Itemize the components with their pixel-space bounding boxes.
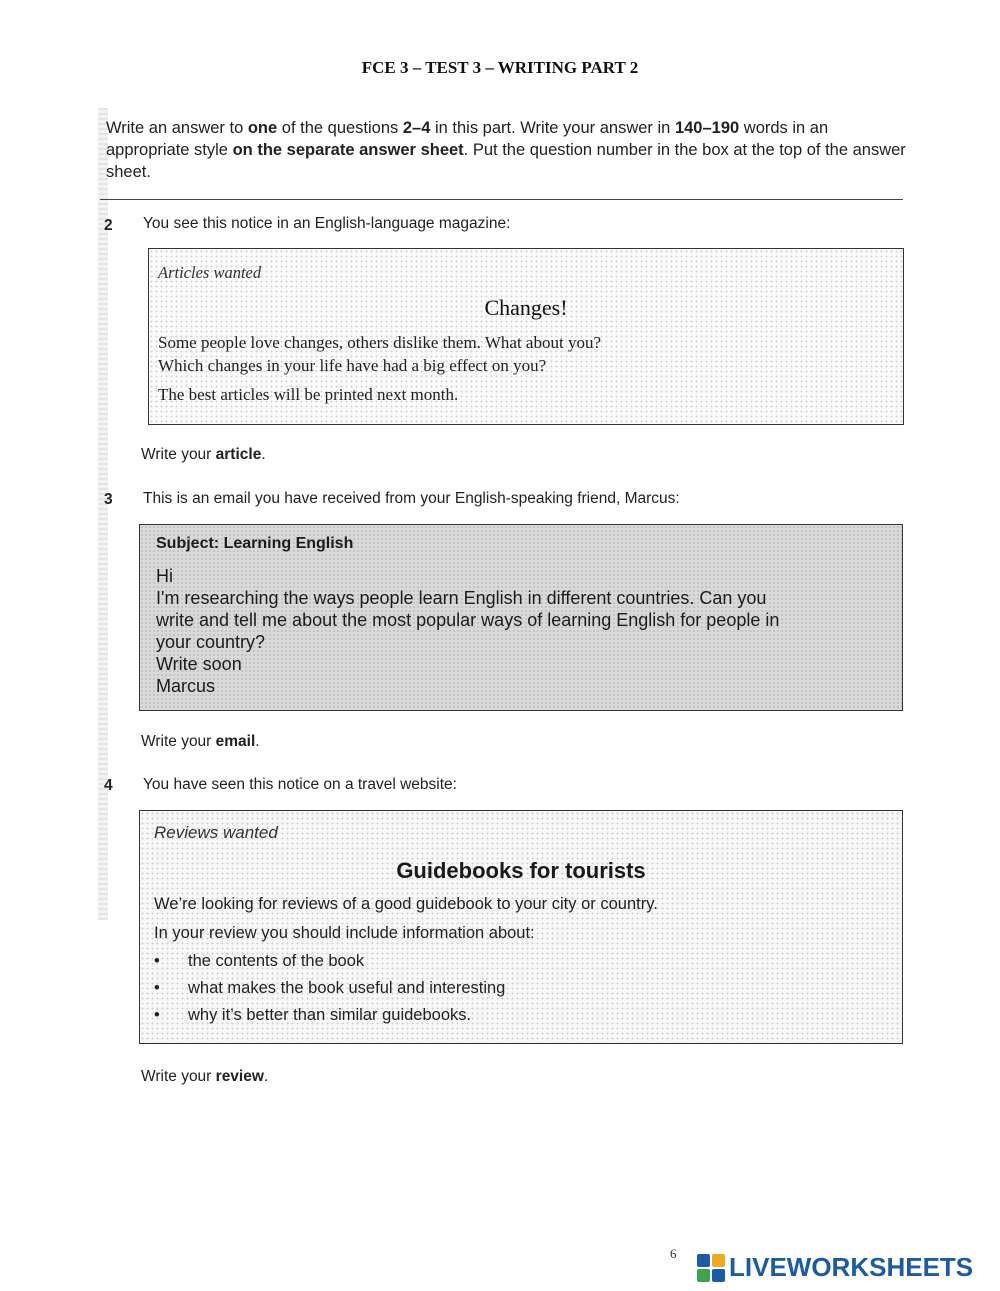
task-type: article [215, 446, 262, 463]
notice-line-1: We’re looking for reviews of a good guidebook to your city or country. [154, 895, 658, 913]
email-closing: Write soon [156, 654, 242, 674]
logo-square-icon [697, 1254, 710, 1267]
task-suffix: . [255, 733, 260, 750]
bullet-text: why it’s better than similar guidebooks. [188, 1006, 472, 1024]
email-body [156, 565, 876, 697]
bullet-text: what makes the book useful and interesting [188, 979, 506, 997]
notice-line-2: In your review you should include information about: [154, 924, 535, 942]
bullet-text: the contents of the book [188, 952, 365, 970]
question-4-prompt: You have seen this notice on a travel website: [143, 776, 457, 793]
question-4-number: 4 [104, 777, 113, 794]
question-4-task [141, 1068, 268, 1086]
email-box [139, 524, 903, 711]
logo-square-icon [712, 1269, 725, 1282]
bullet-item: • why it’s better than similar guidebooks. [154, 1006, 472, 1024]
email-signature: Marcus [156, 676, 216, 696]
question-3-number: 3 [104, 491, 113, 508]
task-prefix: Write your [141, 733, 216, 750]
brand-name: LIVEWORKSHEETS [729, 1252, 974, 1282]
email-greeting: Hi [156, 566, 173, 586]
question-2-prompt: You see this notice in an English-language magazine: [143, 215, 511, 232]
email-line-3: your country? [156, 632, 266, 652]
page-number: 6 [670, 1246, 677, 1261]
task-type: review [215, 1068, 264, 1085]
liveworksheets-logo-icon [697, 1254, 725, 1282]
bullet-item: • what makes the book useful and interesting [154, 979, 506, 997]
question-2-task [141, 446, 266, 464]
bullet-item: • the contents of the book [154, 952, 365, 970]
task-suffix: . [263, 1068, 269, 1085]
notice-box-articles [148, 248, 904, 425]
task-prefix: Write your [141, 1068, 216, 1085]
notice-box-reviews [139, 810, 903, 1044]
question-2-number: 2 [104, 217, 113, 234]
instr-text-5: . Put the question number in the box at the top of the answer sheet. [106, 141, 906, 181]
email-subject: Subject: Learning English [156, 535, 354, 552]
task-prefix: Write your [141, 446, 216, 463]
notice-heading: Guidebooks for tourists [396, 858, 646, 883]
email-line-2: write and tell me about the most popular ways of learning English for people in [156, 610, 780, 630]
notice-line-3: The best articles will be printed next month. [158, 385, 459, 404]
instr-bold-2: 2–4 [402, 119, 431, 137]
notice-label: Reviews wanted [154, 823, 278, 842]
email-line-1: I'm researching the ways people learn English in different countries. Can you [156, 588, 767, 608]
liveworksheets-logo [697, 1252, 973, 1283]
instr-text-2: of the questions [277, 119, 403, 137]
instr-text-4: words in an appropriate style [106, 119, 829, 159]
page-title: FCE 3 – TEST 3 – WRITING PART 2 [361, 58, 639, 77]
logo-square-icon [712, 1254, 725, 1267]
task-suffix: . [261, 446, 266, 463]
instr-text-3: in this part. Write your answer in [430, 119, 675, 137]
logo-square-icon [697, 1269, 710, 1282]
notice-heading: Changes! [484, 295, 568, 320]
instr-bold-4: on the separate answer sheet [232, 141, 464, 159]
notice-label: Articles wanted [158, 263, 262, 282]
task-type: email [215, 733, 256, 750]
notice-line-1: Some people love changes, others dislike them. What about you? [158, 333, 601, 352]
question-3-task [141, 733, 260, 751]
instr-bold-3: 140–190 [674, 119, 740, 137]
notice-line-2: Which changes in your life have had a big effect on you? [158, 356, 547, 375]
question-3-prompt: This is an email you have received from your English-speaking friend, Marcus: [143, 490, 680, 507]
instr-text-1: Write an answer to [106, 119, 248, 137]
instructions [106, 117, 906, 183]
divider [100, 199, 903, 200]
instr-bold-1: one [247, 119, 278, 137]
